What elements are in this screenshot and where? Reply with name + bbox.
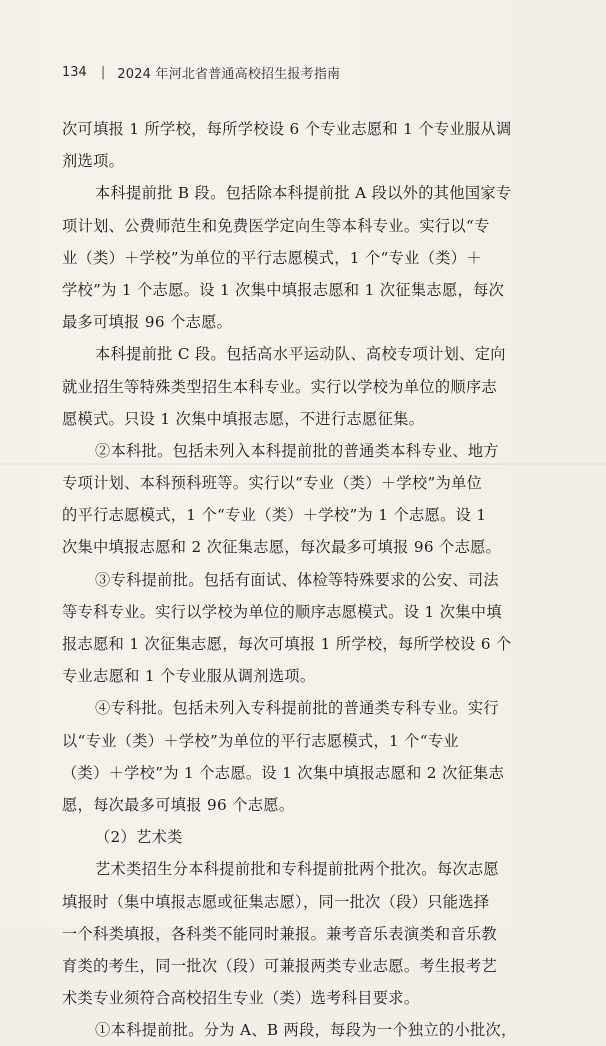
- text-line: 愿，每次最多可填报 96 个志愿。: [62, 795, 295, 814]
- page-number: 134: [62, 64, 87, 80]
- text-line: 专业志愿和 1 个专业服从调剂选项。: [62, 667, 316, 686]
- text-line: 报志愿和 1 次征集志愿，每次可填报 1 所学校，每所学校设 6 个: [62, 635, 512, 653]
- paragraph-first-line: ②本科批。包括未列入本科提前批的普通类本科专业、地方: [95, 441, 499, 460]
- running-header: [62, 62, 340, 82]
- text-line: 剂选项。: [62, 152, 125, 171]
- text-line: 次可填报 1 所学校，每所学校设 6 个专业志愿和 1 个专业服从调: [62, 120, 512, 138]
- text-line: 专项计划、本科预科班等。实行以“专业（类）＋学校”为单位: [62, 474, 483, 493]
- text-line: 一个科类填报，各科类不能同时兼报。兼考音乐表演类和音乐教: [62, 924, 498, 943]
- header-separator: |: [100, 64, 106, 80]
- body-text: [62, 113, 560, 1046]
- text-line: （类）＋学校”为 1 个志愿。设 1 次集中填报志愿和 2 次征集志: [62, 763, 505, 782]
- text-line: 等专科专业。实行以学校为单位的顺序志愿模式。设 1 次集中填: [62, 602, 502, 621]
- running-title: 2024 年河北省普通高校招生报考指南: [117, 66, 341, 82]
- text-line: 就业招生等特殊类型招生本科专业。实行以学校为单位的顺序志: [62, 377, 498, 396]
- paragraph-first-line: ③专科提前批。包括有面试、体检等特殊要求的公安、司法: [95, 570, 499, 589]
- text-line: 学校”为 1 个志愿。设 1 次集中填报志愿和 1 次征集志愿，每次: [62, 280, 505, 299]
- text-line: 项计划、公费师范生和免费医学定向生等本科专业。实行以“专: [62, 216, 490, 235]
- paragraph-first-line: （2）艺术类: [95, 828, 183, 847]
- text-line: 填报时（集中填报志愿或征集志愿），同一批次（段）只能选择: [62, 892, 490, 911]
- paragraph-first-line: 本科提前批 B 段。包括除本科提前批 A 段以外的其他国家专: [95, 184, 512, 203]
- text-line: 以“专业（类）＋学校”为单位的平行志愿模式，1 个“专业: [62, 731, 459, 750]
- paragraph-first-line: ④专科批。包括未列入专科提前批的普通类专科专业。实行: [95, 699, 499, 718]
- text-line: 最多可填报 96 个志愿。: [62, 313, 233, 332]
- text-line: 次集中填报志愿和 2 次征集志愿，每次最多可填报 96 个志愿。: [62, 538, 502, 557]
- text-line: 术类专业须符合高校招生专业（类）选考科目要求。: [62, 989, 420, 1008]
- paragraph-first-line: 艺术类招生分本科提前批和专科提前批两个批次。每次志愿: [95, 860, 499, 879]
- paragraph-first-line: 本科提前批 C 段。包括高水平运动队、高校专项计划、定向: [95, 345, 506, 364]
- text-line: 育类的考生，同一批次（段）可兼报两类专业志愿。考生报考艺: [62, 956, 498, 975]
- text-line: 的平行志愿模式，1 个“专业（类）＋学校”为 1 个志愿。设 1: [62, 506, 487, 525]
- paragraph-first-line: ①本科提前批。分为 A、B 两段，每段为一个独立的小批次，: [95, 1021, 517, 1040]
- text-line: 愿模式。只设 1 次集中填报志愿，不进行志愿征集。: [62, 409, 425, 428]
- text-line: 业（类）＋学校”为单位的平行志愿模式，1 个“专业（类）＋: [62, 248, 482, 267]
